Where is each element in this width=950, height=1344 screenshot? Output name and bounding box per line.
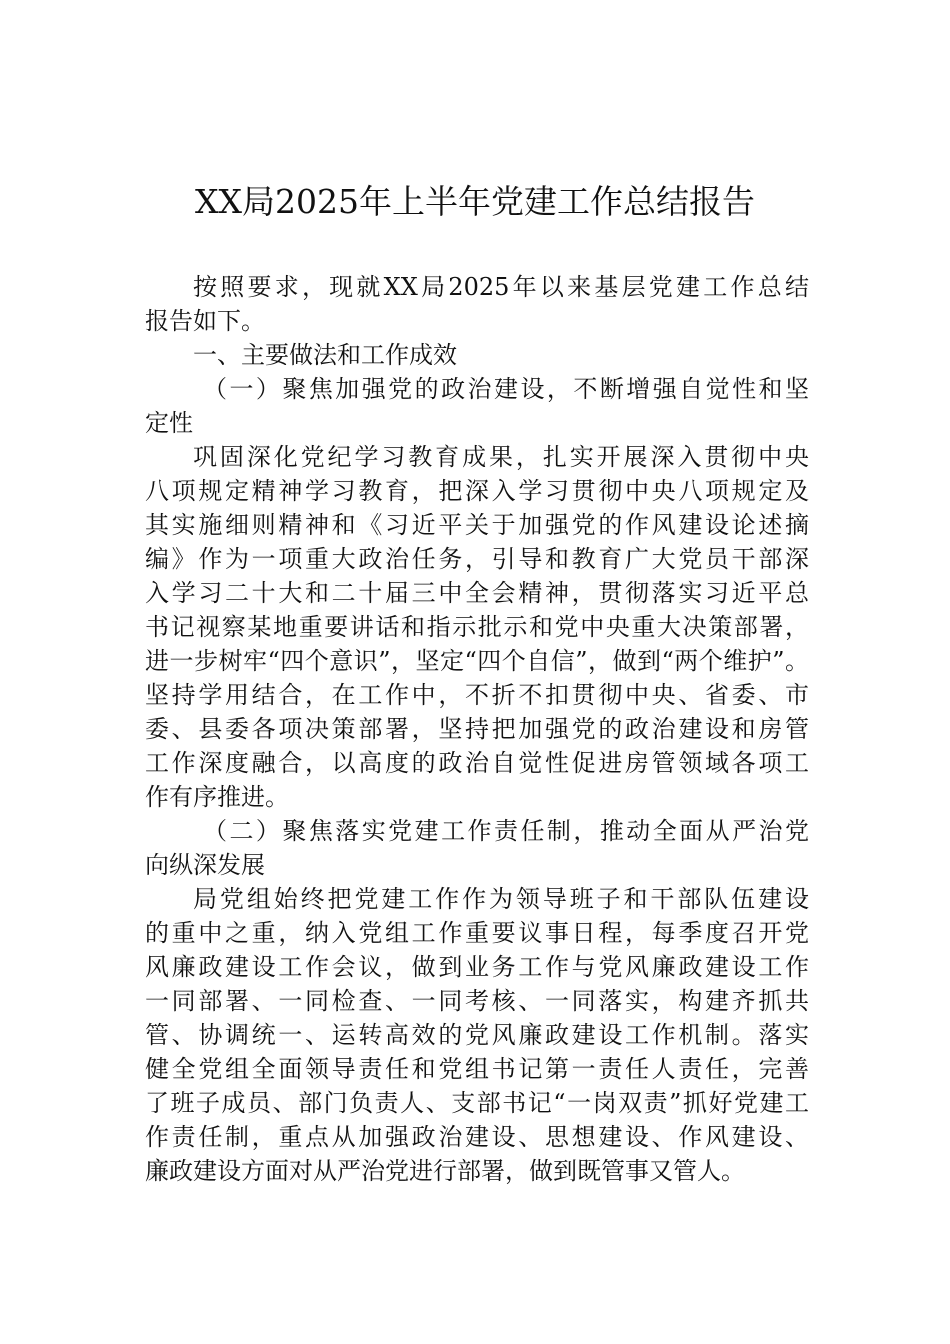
subsection-heading-1 bbox=[145, 372, 809, 440]
text-line: 进一步树牢“四个意识”，坚定“四个自信”，做到“两个维护”。 bbox=[145, 647, 809, 675]
subsection-heading-2 bbox=[145, 814, 809, 882]
text-line: 作责任制，重点从加强政治建设、思想建设、作风建设、 bbox=[145, 1123, 809, 1151]
text-line: 委、县委各项决策部署，坚持把加强党的政治建设和房管 bbox=[145, 715, 809, 743]
text-line: 其实施细则精神和《习近平关于加强党的作风建设论述摘 bbox=[145, 511, 809, 539]
paragraph-responsibility bbox=[145, 882, 809, 1188]
heading-line: 向纵深发展 bbox=[145, 851, 265, 879]
text-line: 入学习二十大和二十届三中全会精神，贯彻落实习近平总 bbox=[145, 579, 809, 607]
text-line: 报告如下。 bbox=[145, 307, 265, 335]
document-body bbox=[145, 270, 809, 1188]
text-line: 健全党组全面领导责任和党组书记第一责任人责任，完善 bbox=[145, 1055, 809, 1083]
text-line: 巩固深化党纪学习教育成果，扎实开展深入贯彻中央 bbox=[193, 443, 809, 471]
heading-line: （一）聚焦加强党的政治建设，不断增强自觉性和坚 bbox=[203, 375, 809, 403]
text-line: 按照要求，现就XX局2025年以来基层党建工作总结 bbox=[193, 273, 809, 301]
document-title: XX局2025年上半年党建工作总结报告 bbox=[195, 182, 755, 221]
section-heading bbox=[145, 338, 809, 372]
text-line: 坚持学用结合，在工作中，不折不扣贯彻中央、省委、市 bbox=[145, 681, 809, 709]
text-line: 八项规定精神学习教育，把深入学习贯彻中央八项规定及 bbox=[145, 477, 809, 505]
text-line: 工作深度融合，以高度的政治自觉性促进房管领域各项工 bbox=[145, 749, 809, 777]
text-line: 了班子成员、部门负责人、支部书记“一岗双责”抓好党建工 bbox=[145, 1089, 809, 1117]
paragraph-intro bbox=[145, 270, 809, 338]
text-line: 作有序推进。 bbox=[145, 783, 289, 811]
heading-line: 定性 bbox=[145, 409, 193, 437]
paragraph-political-building bbox=[145, 440, 809, 814]
text-line: 编》作为一项重大政治任务，引导和教育广大党员干部深 bbox=[145, 545, 809, 573]
heading-line: （二）聚焦落实党建工作责任制，推动全面从严治党 bbox=[203, 817, 809, 845]
heading-line: 一、主要做法和工作成效 bbox=[193, 341, 457, 369]
text-line: 管、协调统一、运转高效的党风廉政建设工作机制。落实 bbox=[145, 1021, 809, 1049]
text-line: 局党组始终把党建工作作为领导班子和干部队伍建设 bbox=[193, 885, 809, 913]
text-line: 一同部署、一同检查、一同考核、一同落实，构建齐抓共 bbox=[145, 987, 809, 1015]
text-line: 风廉政建设工作会议，做到业务工作与党风廉政建设工作 bbox=[145, 953, 809, 981]
text-line: 书记视察某地重要讲话和指示批示和党中央重大决策部署， bbox=[145, 613, 809, 641]
text-line: 廉政建设方面对从严治党进行部署，做到既管事又管人。 bbox=[145, 1157, 745, 1185]
text-line: 的重中之重，纳入党组工作重要议事日程，每季度召开党 bbox=[145, 919, 809, 947]
